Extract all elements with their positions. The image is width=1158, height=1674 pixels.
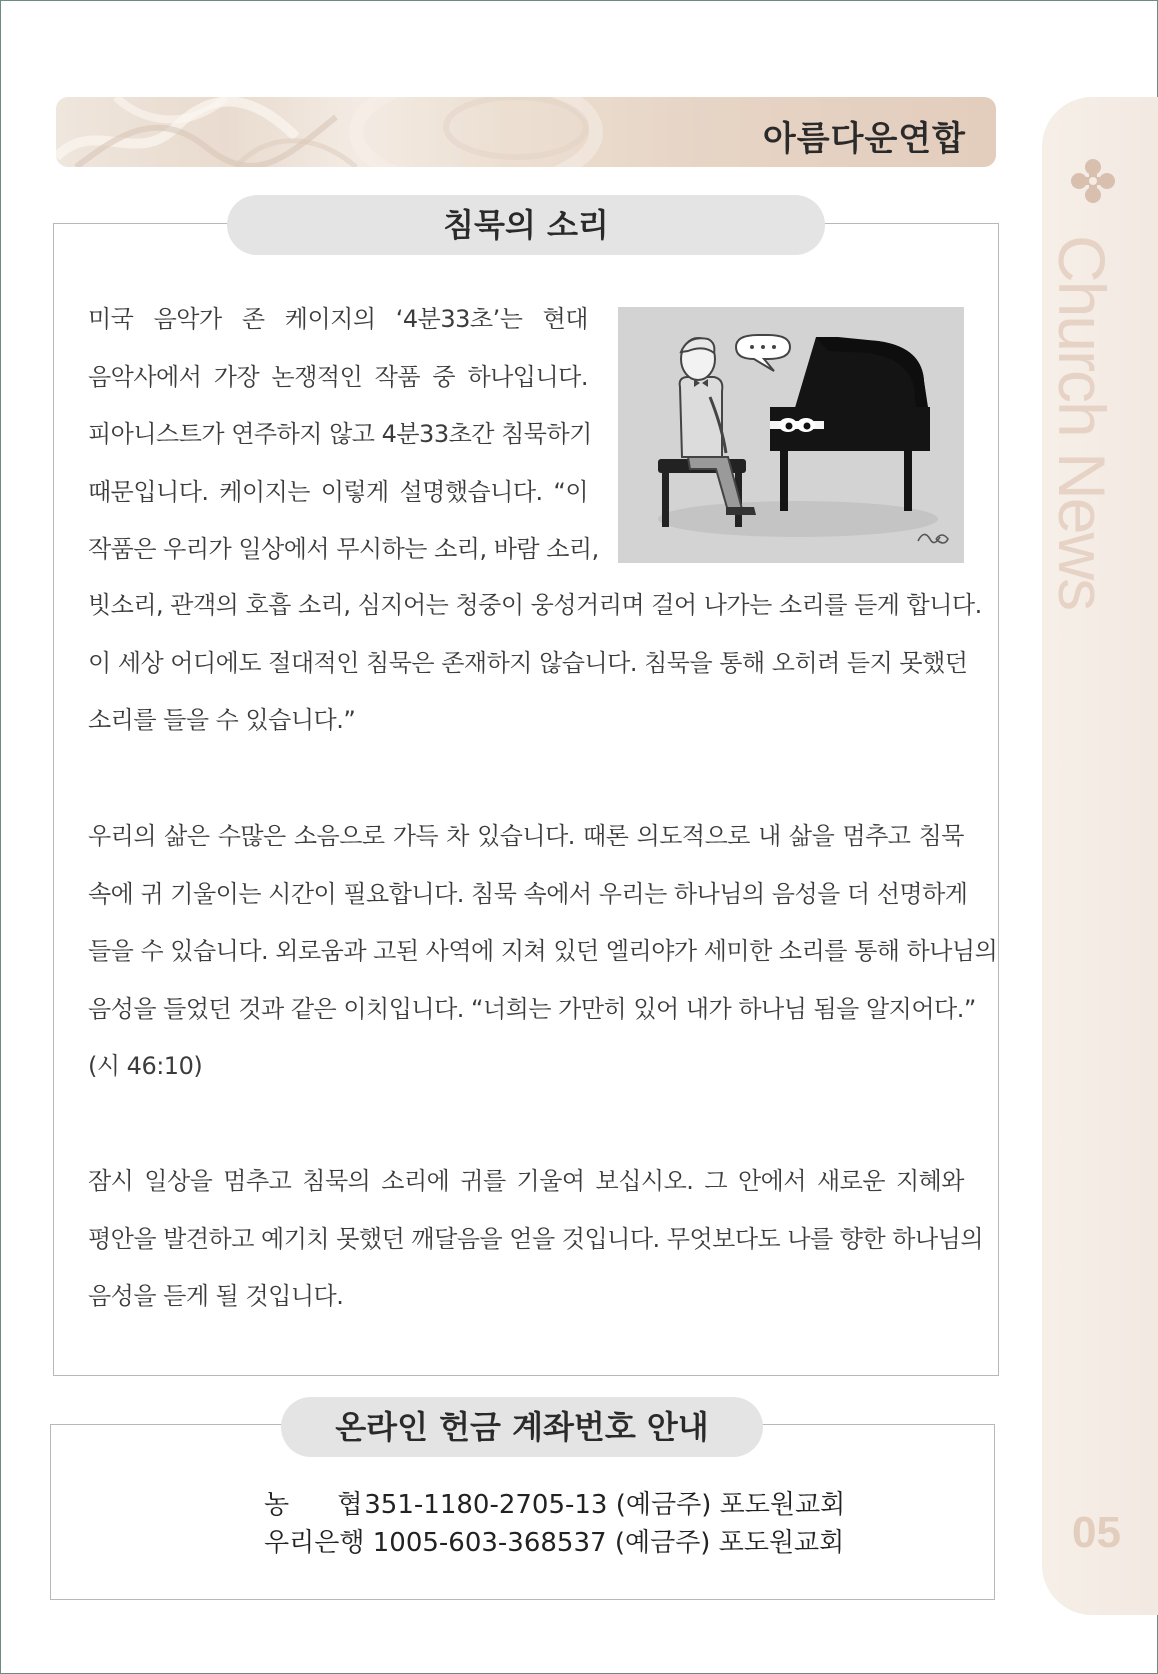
article-title: 침묵의 소리: [227, 195, 825, 255]
text-line: 잠시 일상을 멈추고 침묵의 소리에 귀를 기울여 보십시오. 그 안에서 새로운 지혜와: [88, 1167, 964, 1195]
text-line: 빗소리, 관객의 호흡 소리, 심지어는 청중이 웅성거리며 걸어 나가는 소리를 듣게 합니다.: [88, 591, 982, 619]
article-paragraph-1-wrapped: [88, 291, 599, 579]
bank-name: 우리은행: [264, 1528, 365, 1558]
article-paragraph-1-full: [88, 577, 982, 750]
account-number: 1005-603-368537: [372, 1528, 607, 1558]
account-holder: (예금주) 포도원교회: [615, 1490, 846, 1520]
text-line: 미국 음악가 존 케이지의 ‘4분33초’는 현대: [88, 305, 588, 333]
page-number: 05: [1072, 1508, 1121, 1557]
text-line: 피아니스트가 연주하지 않고 4분33초간 침묵하기: [88, 420, 592, 448]
text-line: 우리의 삶은 수많은 소음으로 가득 차 있습니다. 때론 의도적으로 내 삶을 멈추고 침묵: [88, 822, 964, 850]
text-line: 작품은 우리가 일상에서 무시하는 소리, 바람 소리,: [88, 535, 599, 563]
quatrefoil-cross-icon: [1070, 158, 1116, 204]
account-holder: (예금주) 포도원교회: [614, 1528, 845, 1558]
text-line: 평안을 발견하고 예기치 못했던 깨달음을 얻을 것입니다. 무엇보다도 나를 향한 하나님의: [88, 1224, 984, 1253]
text-line: 때문입니다. 케이지는 이렇게 설명했습니다. “이: [88, 477, 588, 506]
article-paragraph-2: [88, 808, 998, 1096]
text-line: 이 세상 어디에도 절대적인 침묵은 존재하지 않습니다. 침묵을 통해 오히려 듣지 못했던: [88, 648, 968, 677]
bank-name: 농 협: [264, 1490, 363, 1520]
header-banner: [56, 97, 996, 167]
text-line: 들을 수 있습니다. 외로움과 고된 사역에 지쳐 있던 엘리야가 세미한 소리를 통해 하나님의: [88, 937, 998, 965]
header-title: 아름다운연합: [762, 119, 966, 159]
text-line: 음성을 들었던 것과 같은 이치입니다. “너희는 가만히 있어 내가 하나님 됨을 알지어다.”: [88, 994, 976, 1023]
scripture-reference: (시 46:10): [88, 1052, 203, 1080]
account-line: [264, 1524, 845, 1562]
text-line: 소리를 들을 수 있습니다.”: [88, 706, 356, 734]
account-line: [264, 1486, 845, 1524]
account-list: [264, 1486, 845, 1562]
silent-pianist-illustration: [618, 307, 964, 563]
text-line: 음악사에서 가장 논쟁적인 작품 중 하나입니다.: [88, 362, 588, 391]
article-paragraph-3: [88, 1153, 984, 1326]
text-line: 음성을 듣게 될 것입니다.: [88, 1282, 344, 1310]
text-line: 속에 귀 기울이는 시간이 필요합니다. 침묵 속에서 우리는 하나님의 음성을 더 선명하게: [88, 879, 968, 908]
account-title: 온라인 헌금 계좌번호 안내: [281, 1397, 763, 1457]
account-number: 351-1180-2705-13: [364, 1490, 608, 1520]
side-label: Church News: [1045, 235, 1119, 610]
